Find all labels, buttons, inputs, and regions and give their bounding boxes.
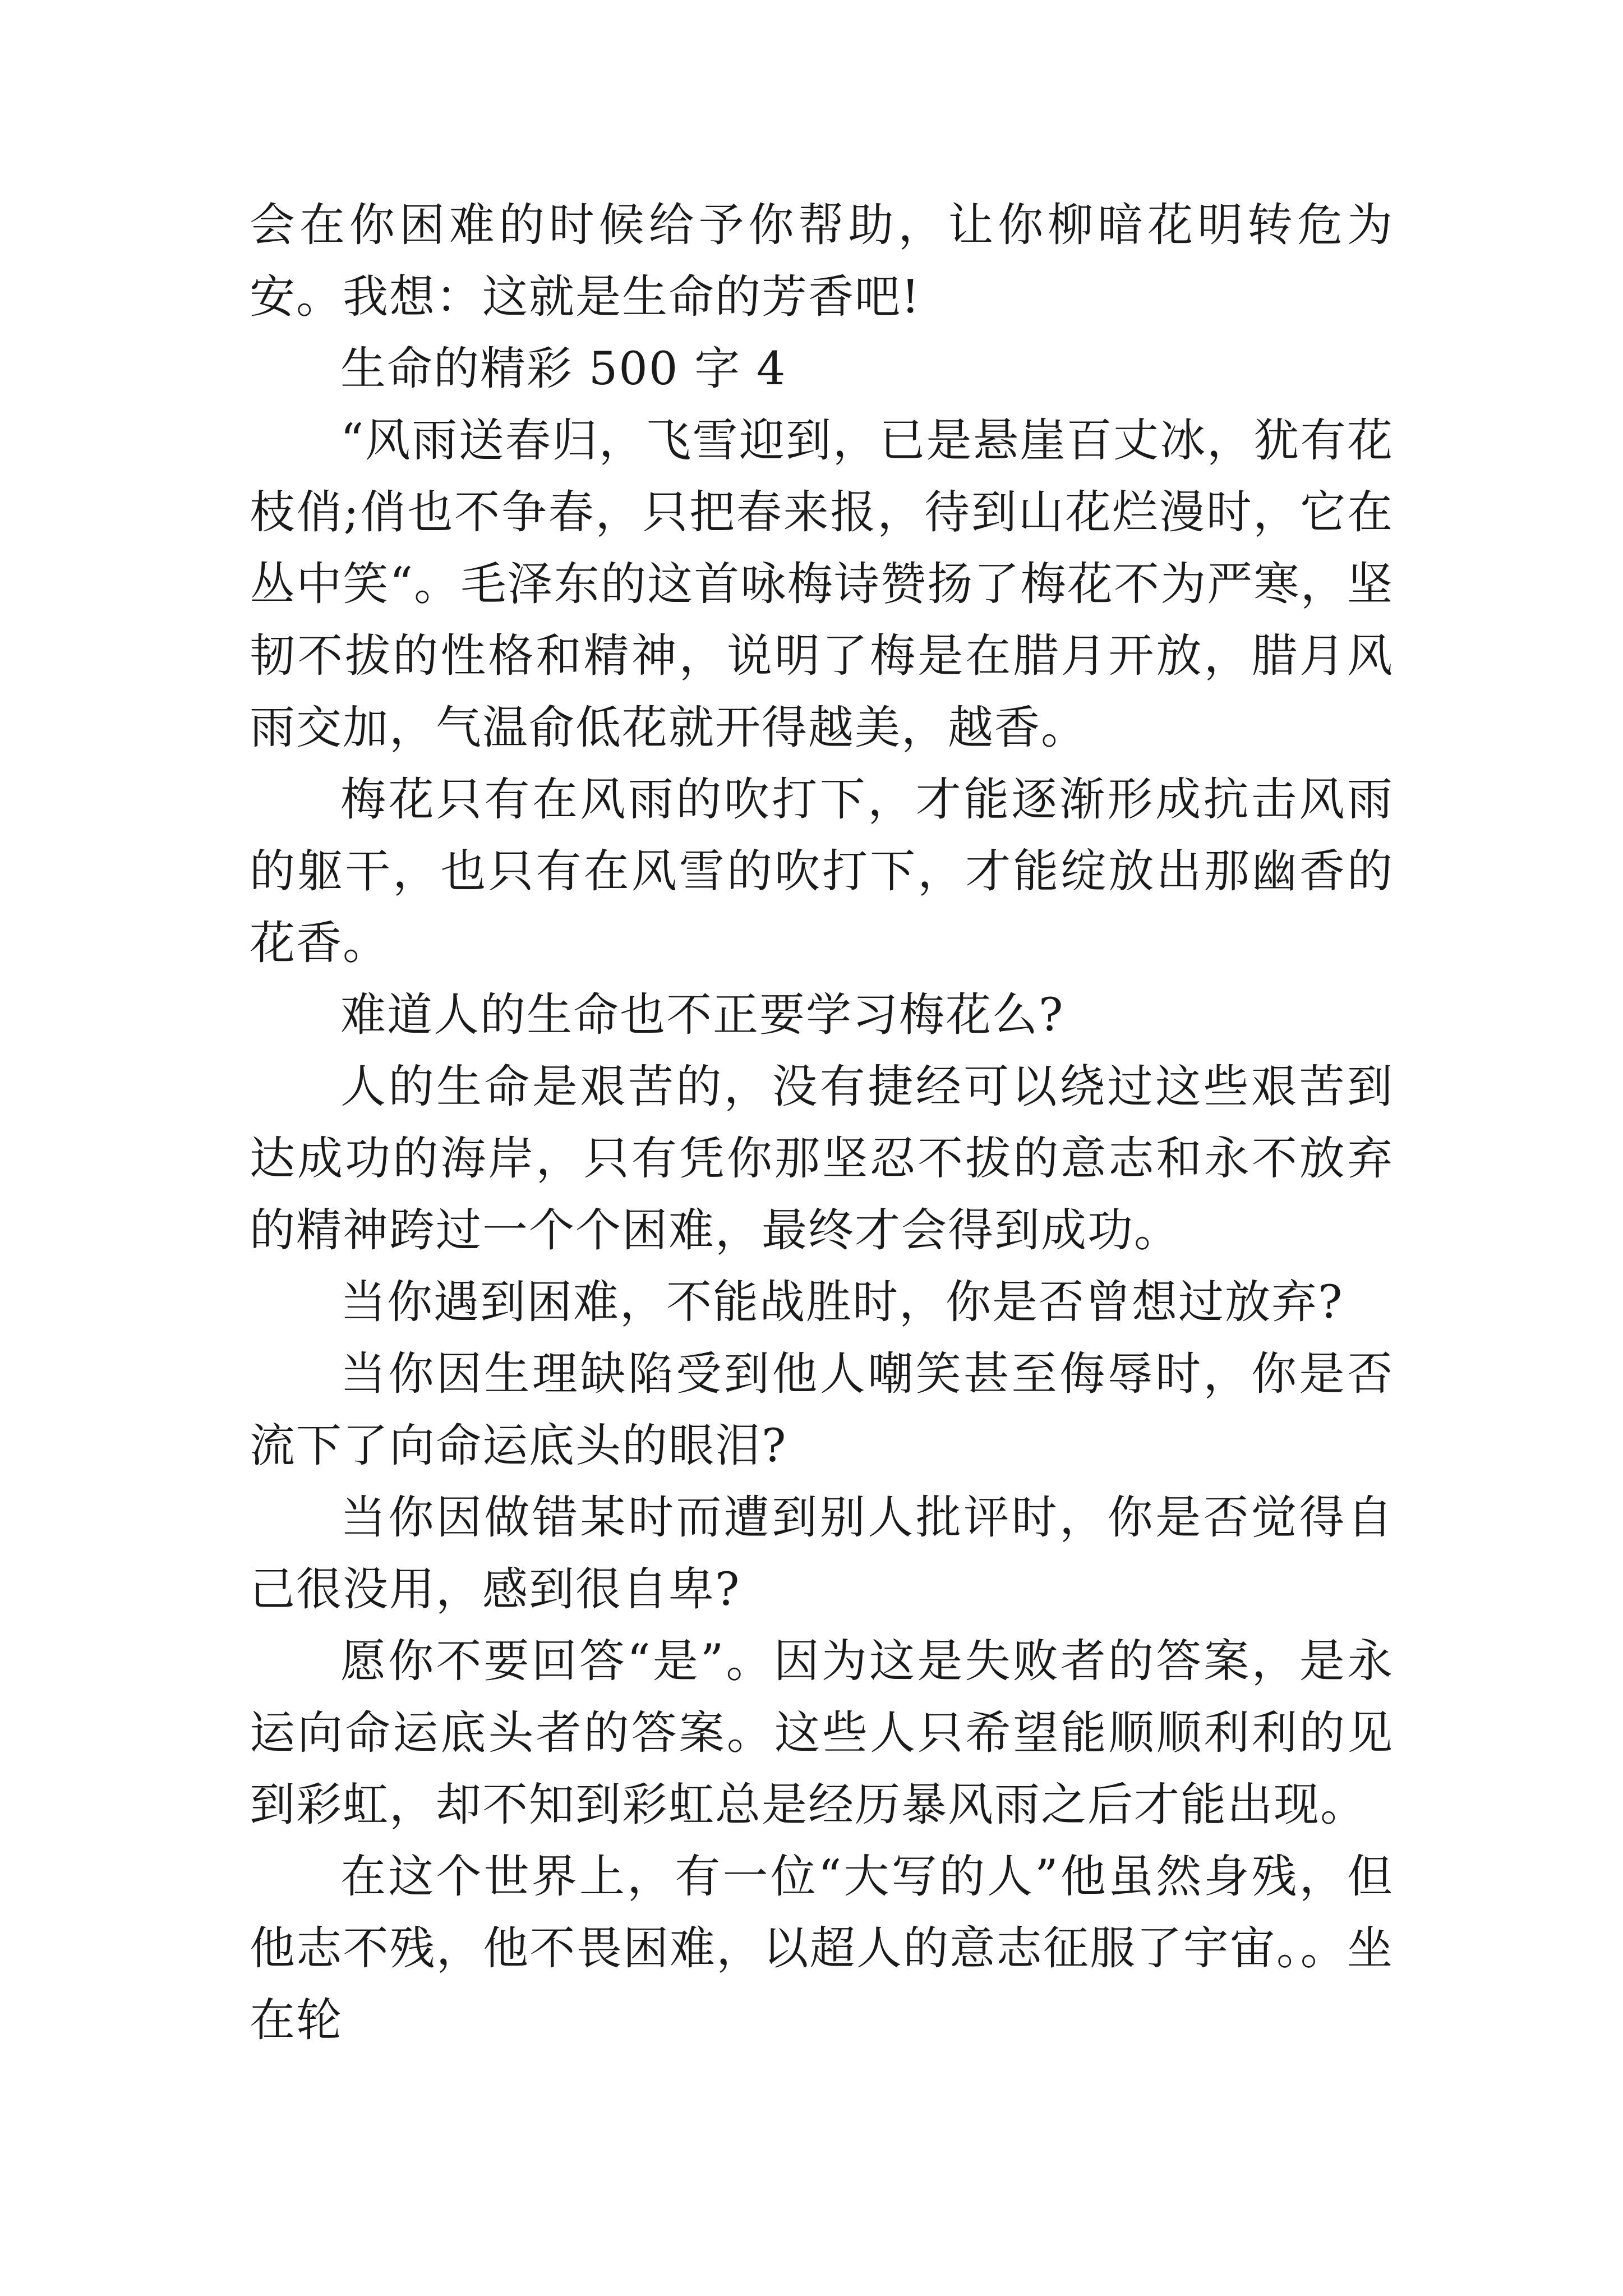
section-heading: 生命的精彩 500 字 4	[340, 343, 787, 395]
paragraph: 当你因生理缺陷受到他人嘲笑甚至侮辱时，你是否流下了向命运底头的眼泪?	[250, 1348, 1394, 1473]
paragraph: 愿你不要回答“是”。因为这是失败者的答案，是永运向命运底头者的答案。这些人只希望能顺顺利利的见到彩虹，却不知到彩虹总是经历暴风雨之后才能出现。	[250, 1635, 1394, 1832]
paragraph: 在这个世界上，有一位“大写的人”他虽然身残，但他志不残，他不畏困难，以超人的意志征服了宇宙。。坐在轮	[250, 1851, 1394, 2047]
paragraph: 难道人的生命也不正要学习梅花么?	[340, 989, 1064, 1042]
paragraph-continuation: 会在你困难的时候给予你帮助，让你柳暗花明转危为安。我想：这就是生命的芳香吧!	[250, 199, 1394, 324]
paragraph: 梅花只有在风雨的吹打下，才能逐渐形成抗击风雨的躯干，也只有在风雪的吹打下，才能绽放出那幽香的花香。	[250, 774, 1394, 970]
paragraph: “风雨送春归，飞雪迎到，已是悬崖百丈冰，犹有花枝俏;俏也不争春，只把春来报，待到山花烂漫时，它在丛中笑“。毛泽东的这首咏梅诗赞扬了梅花不为严寒，坚韧不拔的性格和精神，说明了梅是在腊月开放，腊月风雨交加，气温俞低花就开得越美，越香。	[250, 415, 1394, 754]
paragraph: 当你遇到困难，不能战胜时，你是否曾想过放弃?	[340, 1276, 1344, 1329]
paragraph: 人的生命是艰苦的，没有捷经可以绕过这些艰苦到达成功的海岸，只有凭你那坚忍不拔的意志和永不放弃的精神跨过一个个困难，最终才会得到成功。	[250, 1061, 1394, 1257]
paragraph: 当你因做错某时而遭到别人批评时，你是否觉得自己很没用，感到很自卑?	[250, 1492, 1394, 1616]
document-body	[250, 190, 1394, 2056]
